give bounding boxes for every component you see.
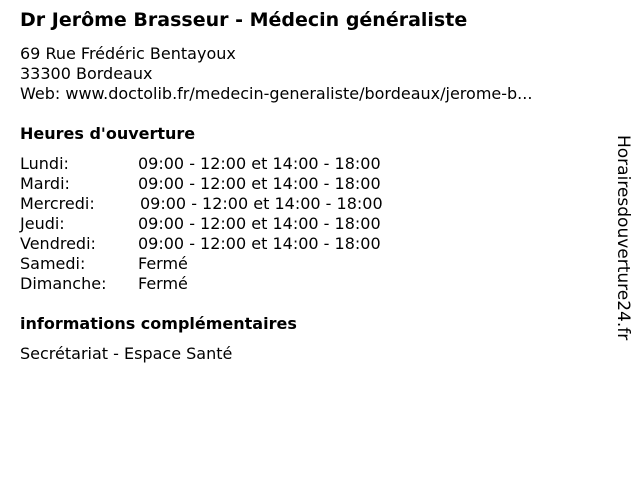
day-label: Samedi: bbox=[20, 254, 86, 273]
address-block bbox=[20, 44, 532, 104]
page-title: Dr Jerôme Brasseur - Médecin généraliste bbox=[20, 9, 468, 31]
time-value: 09:00 - 12:00 et 14:00 - 18:00 bbox=[140, 194, 383, 213]
day-label: Vendredi: bbox=[20, 234, 96, 253]
street-address: 69 Rue Frédéric Bentayoux bbox=[20, 44, 236, 63]
day-label: Mardi: bbox=[20, 174, 70, 193]
site-watermark bbox=[612, 135, 636, 345]
day-label: Jeudi: bbox=[20, 214, 65, 233]
watermark-text: Horairesdouverture24.fr bbox=[613, 135, 633, 341]
day-label: Lundi: bbox=[20, 154, 69, 173]
time-value: Fermé bbox=[138, 254, 188, 273]
website-link[interactable]: Web: www.doctolib.fr/medecin-generaliste/bordeaux/jerome-b... bbox=[20, 84, 533, 103]
additional-info-heading: informations complémentaires bbox=[20, 314, 297, 333]
day-label: Dimanche: bbox=[20, 274, 107, 293]
additional-info-text: Secrétariat - Espace Santé bbox=[20, 344, 233, 363]
day-label: Mercredi: bbox=[20, 194, 95, 213]
time-value: 09:00 - 12:00 et 14:00 - 18:00 bbox=[138, 174, 381, 193]
opening-hours-heading: Heures d'ouverture bbox=[20, 124, 196, 143]
time-value: 09:00 - 12:00 et 14:00 - 18:00 bbox=[138, 214, 381, 233]
city-postal: 33300 Bordeaux bbox=[20, 64, 153, 83]
time-value: Fermé bbox=[138, 274, 188, 293]
time-value: 09:00 - 12:00 et 14:00 - 18:00 bbox=[138, 234, 381, 253]
time-value: 09:00 - 12:00 et 14:00 - 18:00 bbox=[138, 154, 381, 173]
